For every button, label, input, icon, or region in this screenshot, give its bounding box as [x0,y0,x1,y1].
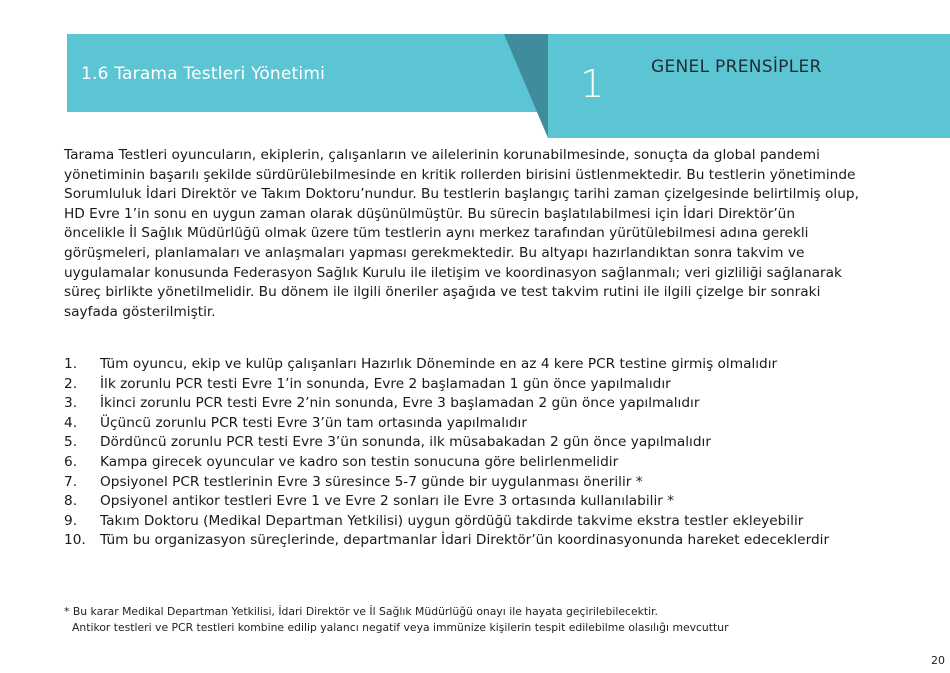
list-item-number: 8. [64,493,78,510]
list-item [64,414,944,434]
footnote [64,604,944,636]
list-item [64,531,944,551]
list-item-text: Kampa girecek oyuncular ve kadro son testin sonucuna göre belirlenmelidir [100,453,619,470]
list-item-text: Üçüncü zorunlu PCR testi Evre 3’ün tam ortasında yapılmalıdır [100,414,527,431]
intro-paragraph [64,146,950,322]
list-item-text: Tüm oyuncu, ekip ve kulüp çalışanları Hazırlık Döneminde en az 4 kere PCR testine girmiş olmalıdır [100,356,778,372]
footnote-line: Antikor testleri ve PCR testleri kombine edilip yalancı negatif veya immünize kişilerin tespit edilebilme olasılığı mevcuttur [72,621,729,634]
list-item-number: 4. [64,414,78,431]
list-item [64,394,944,414]
list-item [64,375,944,395]
list-item-text: İkinci zorunlu PCR testi Evre 2’nin sonunda, Evre 3 başlamadan 2 gün önce yapılmalıdır [100,395,700,412]
section-title: 1.6 Tarama Testleri Yönetimi [81,64,326,84]
intro-line: Sorumluluk İdari Direktör ve Takım Doktoru’nundur. Bu testlerin başlangıç tarihi zaman çizelgesinde belirtilmiş olup, [64,186,859,203]
list-item-number: 7. [64,473,78,490]
list-item [64,512,944,532]
list-item [64,453,944,473]
list-item [64,433,944,453]
list-item [64,473,944,493]
intro-line: sayfada gösterilmiştir. [64,303,216,320]
intro-line: görüşmeleri, planlamaları ve anlaşmaları yapması gerekmektedir. Bu altyapı hazırlandıktan sonra takvim ve [64,244,805,261]
chapter-number: 1 [580,62,605,106]
list-item-number: 10. [64,532,86,549]
intro-line: süreç birlikte yönetilmelidir. Bu dönem ile ilgili öneriler aşağıda ve test takvim rutini ile ilgili çizelge bir sonraki [64,284,821,301]
list-item-text: Opsiyonel antikor testleri Evre 1 ve Evre 2 sonları ile Evre 3 ortasında kullanılabilir * [100,493,675,510]
list-item-text: Opsiyonel PCR testlerinin Evre 3 süresince 5-7 günde bir uygulanması önerilir * [100,473,643,490]
list-item-number: 3. [64,395,78,412]
rules-list [64,355,944,551]
intro-line: uygulamalar konusunda Federasyon Sağlık Kurulu ile iletişim ve koordinasyon sağlanmalı; veri gizliliği sağlanarak [64,264,842,281]
intro-line: Tarama Testleri oyuncuların, ekiplerin, çalışanların ve ailelerinin korunabilmesinde, sonuçta da global pandemi [64,147,820,163]
list-item-text: İlk zorunlu PCR testi Evre 1’in sonunda, Evre 2 başlamadan 1 gün önce yapılmalıdır [100,375,671,392]
list-item-number: 5. [64,434,78,451]
list-item-number: 6. [64,453,78,470]
footnote-line: * Bu karar Medikal Departman Yetkilisi, İdari Direktör ve İl Sağlık Müdürlüğü onayı ile hayata geçirilebilecektir. [64,605,658,618]
list-item-number: 9. [64,512,78,529]
list-item-number: 1. [64,356,78,372]
list-item [64,355,944,375]
chapter-title: GENEL PRENSİPLER [651,57,822,77]
intro-line: öncelikle İl Sağlık Müdürlüğü olmak üzere tüm testlerin aynı merkez tarafından yürütülebilmesi adına gerekli [64,225,809,242]
list-item [64,492,944,512]
intro-line: yönetiminin başarılı şekilde sürdürülebilmesinde en kritik rollerden birisini üstlenmektedir. Bu testlerin yönetiminde [64,166,856,183]
chapter-banner [548,34,950,138]
list-item-text: Dördüncü zorunlu PCR testi Evre 3’ün sonunda, ilk müsabakadan 2 gün önce yapılmalıdır [100,434,711,451]
page-number: 20 [931,654,945,667]
list-item-text: Tüm bu organizasyon süreçlerinde, departmanlar İdari Direktör’ün koordinasyonunda hareket edeceklerdir [100,532,830,549]
intro-line: HD Evre 1’in sonu en uygun zaman olarak düşünülmüştür. Bu sürecin başlatılabilmesi için İdari Direktör’ün [64,205,796,222]
list-item-text: Takım Doktoru (Medikal Departman Yetkilisi) uygun gördüğü takdirde takvime ekstra testler ekleyebilir [100,512,804,529]
list-item-number: 2. [64,375,78,392]
